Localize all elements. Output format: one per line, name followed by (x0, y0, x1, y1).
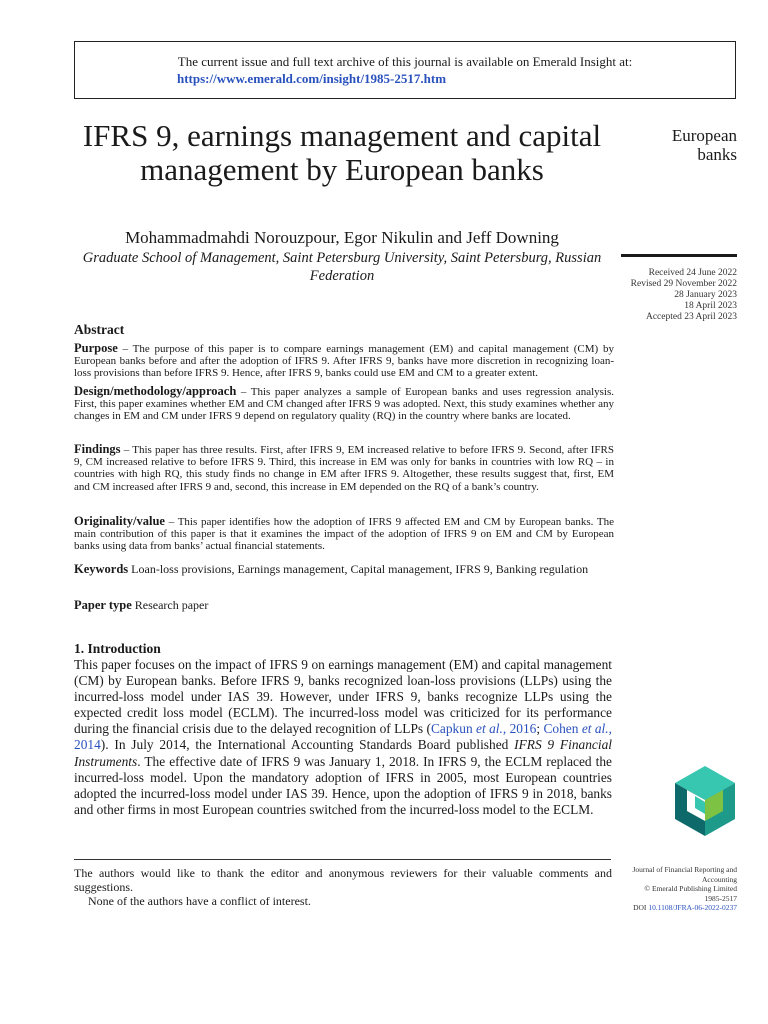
purpose-label: Purpose (74, 341, 118, 355)
design-text: – This paper analyzes a sample of European banks and uses regression analysis. First, this paper examines whether EM and CM changed after IFRS 9 was adopted. Next, this study examines whether any changes in EM and CM under IFRS 9 depend on regulatory quality (RQ) in the country where banks are located. (74, 386, 614, 423)
keywords (74, 562, 614, 576)
originality-text: – This paper identifies how the adoption of IFRS 9 affected EM and CM by European banks. The main contribution of this paper is that it examines the impact of the adoption of IFRS 9 on EM and CM by European banks using data from banks’ actual financial statements. (74, 516, 614, 553)
access-box (74, 41, 736, 99)
author-names-1: Mohammadmahdi Norouzpour, Egor Nikulin (125, 228, 434, 247)
footnote-rule (74, 859, 611, 860)
abstract-heading: Abstract (74, 322, 125, 337)
abstract-originality (74, 515, 614, 553)
running-head-line-2: banks (697, 145, 737, 164)
date-revised-2: 28 January 2023 (674, 290, 737, 300)
paper-type-text: Research paper (131, 598, 209, 612)
citation-cohen-etal: et al. (581, 721, 609, 737)
citation-capkun-author: Capkun (430, 721, 477, 737)
article-history (631, 268, 737, 323)
citation-cohen-year: , 2014 (74, 721, 612, 753)
footnote-acknowledgement: The authors would like to thank the editor and anonymous reviewers for their valuable comments and suggestions. (74, 866, 612, 894)
section-heading-introduction: 1. Introduction (74, 641, 161, 656)
design-label: Design/methodology/approach (74, 384, 237, 398)
intro-text-3: . The effective date of IFRS 9 was January 1, 2018. In IFRS 9, the ECLM replaced the incurred-loss model. Upon the mandatory adoption of IFRS in 2005, most European countries adopted the incurred-loss model under IAS 39. Hence, upon the adoption of IFRS 9 in 2018, banks and other firms in most European countries switched from the incurred-loss model to the ECLM. (74, 753, 612, 817)
citation-separator: ; (536, 721, 544, 737)
doi-label: DOI (633, 903, 649, 912)
intro-text-2: ). In July 2014, the International Accounting Standards Board published (100, 737, 515, 753)
publisher: © Emerald Publishing Limited (644, 884, 737, 893)
keywords-label: Keywords (74, 562, 129, 576)
journal-info (607, 865, 737, 913)
abstract-purpose (74, 342, 614, 380)
paper-type-label: Paper type (74, 598, 132, 612)
paper-type (74, 598, 614, 612)
abstract-design (74, 385, 614, 423)
doi-link[interactable]: 10.1108/JFRA-06-2022-0237 (648, 903, 737, 912)
journal-name: Journal of Financial Reporting and Accounting (632, 865, 737, 884)
purpose-text: – The purpose of this paper is to compare earnings management (EM) and capital management (CM) by European banks before and after the adoption of IFRS 9. After IFRS 9, banks have more discretion in recognizing loan-loss provisions than before IFRS 9. Hence, after IFRS 9, banks could use EM and CM to a greater extent. (74, 343, 614, 380)
emerald-logo-icon (673, 766, 737, 836)
footnote-conflict: None of the authors have a conflict of interest. (88, 894, 311, 908)
side-rule (621, 254, 737, 257)
issn: 1985-2517 (704, 893, 737, 903)
keywords-text: Loan-loss provisions, Earnings management, Capital management, IFRS 9, Banking regulation (128, 562, 589, 576)
intro-text-1: This paper focuses on the impact of IFRS 9 on earnings management (EM) and capital management (CM) by European banks. Before IFRS 9, banks recognized loan-loss provisions (LLPs) using the incurred-loss model under IAS 39. However, under IFRS 9, banks recognize LLPs using the expected credit loss model (ECLM). The incurred-loss model was criticized for its performance during the financial crisis due to the delayed recognition of LLPs ( (74, 657, 612, 737)
intro-italic-title: IFRS 9 Financial Instruments (74, 737, 612, 769)
author-and: and (433, 228, 467, 247)
abstract-findings (74, 443, 614, 493)
doi-line (607, 903, 737, 913)
citation-capkun-etal: et al. (476, 721, 503, 737)
date-accepted: Accepted 23 April 2023 (645, 312, 737, 322)
affiliation: Graduate School of Management, Saint Petersburg University, Saint Petersburg, Russian Federation (82, 250, 602, 284)
originality-label: Originality/value (74, 514, 165, 528)
introduction-paragraph (74, 657, 612, 818)
paper-title: IFRS 9, earnings management and capital management by European banks (82, 118, 602, 187)
author-names-2: Jeff Downing (466, 228, 559, 247)
footnote (74, 866, 612, 908)
journal-url-link[interactable]: https://www.emerald.com/insight/1985-2517.htm (177, 71, 447, 86)
running-head (672, 126, 737, 164)
citation-capkun[interactable] (431, 721, 536, 736)
running-head-line-1: European (671, 126, 737, 145)
citation-capkun-year: , 2016 (502, 721, 537, 737)
author-list (74, 228, 610, 248)
citation-cohen-author: Cohen (543, 721, 582, 737)
date-revised-1: Revised 29 November 2022 (630, 279, 737, 289)
access-text: The current issue and full text archive of this journal is available on Emerald Insight at: (177, 54, 633, 69)
date-revised-3: 18 April 2023 (684, 301, 737, 311)
date-received: Received 24 June 2022 (648, 268, 737, 278)
findings-text: – This paper has three results. First, after IFRS 9, EM increased relative to before IFRS 9. Second, after IFRS 9, CM increased relative to before IFRS 9. Third, this increase in EM was only for banks in countries with low RQ – in countries with high RQ, this study finds no change in EM after IFRS 9. Altogether, these results suggest that, first, EM and CM increased after IFRS 9 and, second, this increase in EM depended on the RQ of a bank’s country. (74, 444, 614, 493)
findings-label: Findings (74, 442, 121, 456)
